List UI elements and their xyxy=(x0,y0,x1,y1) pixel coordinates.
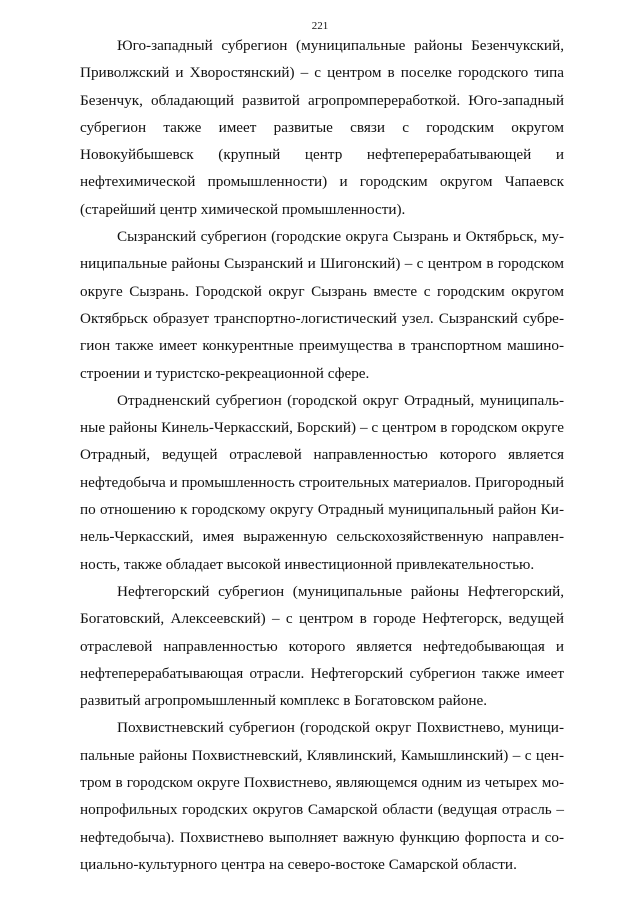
page-number: 221 xyxy=(311,20,329,32)
paragraph-pokhvistnevo-subregion: Похвистневский субрегион (городской округ Похвистнево, муниципальные районы Похвистневский, Клявлинский, Камышлинский) – с центром в городском округе Похвистнево, являющемся одним из четырех монопрофильных городских округов Самарской области (ведущая отрасль – нефтедобыча). Похвистнево выполняет важную функцию форпоста и социально-культурного центра на северо-востоке Самарской области. xyxy=(80,719,564,873)
page-body xyxy=(80,32,564,878)
paragraph-otradny-subregion: Отрадненский субрегион (городской округ Отрадный, муниципальные районы Кинель-Черкасский, Борский) – с центром в городском округе Отрадный, ведущей отраслевой направленностью которого является нефтедобыча и промышленность строительных материалов. Пригородный по отношению к городскому округу Отрадный муниципальный район Кинель-Черкасский, имея выраженную сельскохозяйственную направленность, также обладает высокой инвестиционной привлекательностью. xyxy=(80,391,564,573)
paragraph-syzran-subregion: Сызранский субрегион (городские округа Сызрань и Октябрьск, муниципальные районы Сызранский и Шигонский) – с центром в городском округе Сызрань. Городской округ Сызрань вместе с городским округом Октябрьск образует транспортно-логистический узел. Сызранский субрегион также имеет конкурентные преимущества в транспортном машиностроении и туристско-рекреационной сфере. xyxy=(80,228,564,382)
paragraph-southwest-subregion: Юго-западный субрегион (муниципальные районы Безенчукский, Приволжский и Хворостянский) – с центром в поселке городского типа Безенчук, обладающий развитой агропромпереработкой. Юго-западный субрегион также имеет развитые связи с городским округом Новокуйбышевск (крупный центр нефтеперерабатывающей и нефтехимической промышленности) и городским округом Чапаевск (старейший центр химической промышленности). xyxy=(80,37,564,218)
paragraph-neftegorsk-subregion: Нефтегорский субрегион (муниципальные районы Нефтегорский, Богатовский, Алексеевский) – с центром в городе Нефтегорск, ведущей отраслевой направленностью которого является нефтедобывающая и нефтеперерабатывающая отрасли. Нефтегорский субрегион также имеет развитый агропромышленный комплекс в Богатовском районе. xyxy=(80,582,564,710)
